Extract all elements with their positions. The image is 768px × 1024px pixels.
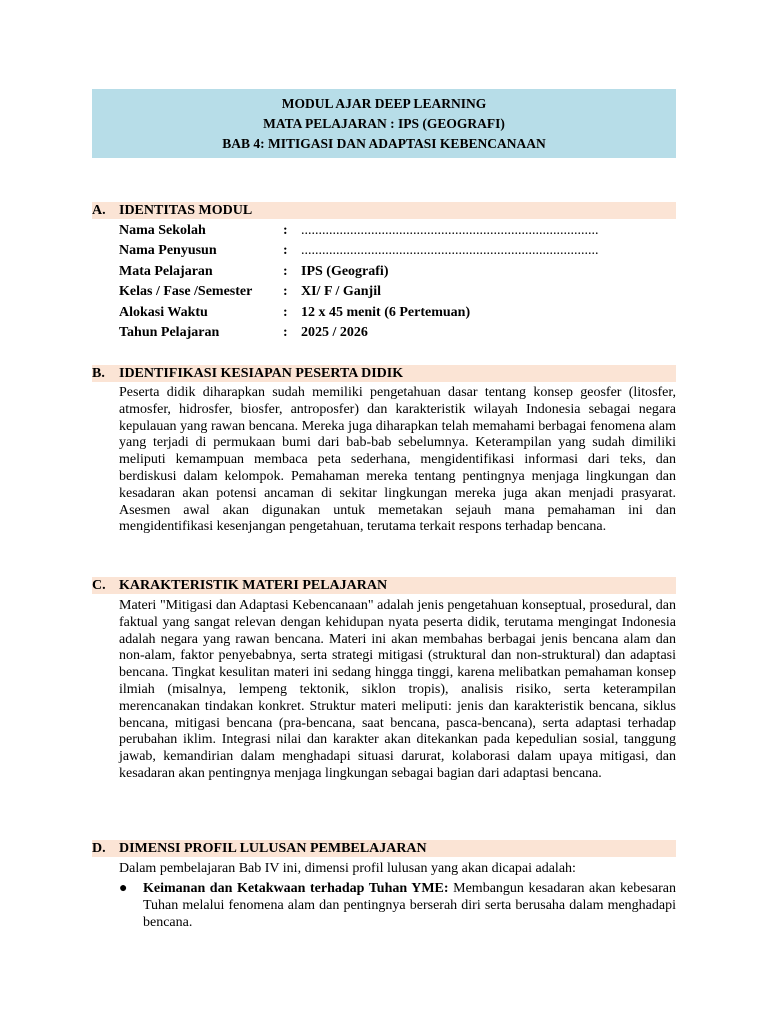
module-title-line1: MODUL AJAR DEEP LEARNING — [281, 96, 487, 111]
section-a-heading — [92, 202, 676, 219]
identity-colon: : — [283, 305, 288, 320]
section-d-title: DIMENSI PROFIL LULUSAN PEMBELAJARAN — [119, 841, 427, 856]
profile-bullet-text — [143, 881, 676, 931]
identity-label: Kelas / Fase /Semester — [119, 284, 253, 299]
identity-label: Nama Sekolah — [119, 223, 206, 238]
section-b-heading — [92, 365, 676, 382]
section-c-paragraph: Materi "Mitigasi dan Adaptasi Kebencanaan" adalah jenis pengetahuan konseptual, prosedural, dan faktual yang sangat relevan dengan kehidupan nyata peserta didik, terutama mengingat Indonesia adalah negara yang rawan bencana. Materi ini akan membahas berbagai jenis bencana alam dan non-alam, faktor penyebabnya, serta strategi mitigasi (struktural dan non-struktural) dan adaptasi bencana. Tingkat kesulitan materi ini sedang hingga tinggi, karena melibatkan pemahaman konsep ilmiah (misalnya, lempeng tektonik, siklon tropis), analisis risiko, serta keterampilan merencanakan tindakan konkret. Struktur materi meliputi: jenis dan karakteristik bencana, siklus bencana, mitigasi bencana (pra-bencana, saat bencana, pasca-bencana), serta adaptasi terhadap perubahan iklim. Integrasi nilai dan karakter akan ditekankan pada kepedulian sosial, tanggung jawab, kemandirian dalam menghadapi situasi darurat, kolaborasi dalam upaya mitigasi, dan kesadaran akan pentingnya menjaga lingkungan sebagai bagian dari adaptasi bencana. — [119, 598, 676, 781]
section-d-letter: D. — [92, 841, 106, 856]
identity-value: 2025 / 2026 — [301, 325, 368, 340]
identity-label: Nama Penyusun — [119, 243, 217, 258]
identity-label: Tahun Pelajaran — [119, 325, 220, 340]
identity-value: 12 x 45 menit (6 Pertemuan) — [301, 305, 471, 320]
identity-row-time — [119, 303, 676, 323]
identity-colon: : — [283, 243, 288, 258]
identity-value: IPS (Geografi) — [301, 264, 389, 279]
section-b-paragraph: Peserta didik diharapkan sudah memiliki pengetahuan dasar tentang konsep geosfer (litosfer, atmosfer, hidrosfer, biosfer, antroposfer) dan karakteristik wilayah Indonesia sebagai negara kepulauan yang rawan bencana. Mereka juga diharapkan telah memahami berbagai fenomena alam yang terjadi di permukaan bumi dari bab-bab sebelumnya. Keterampilan yang sudah dimiliki meliputi kemampuan membaca peta sederhana, mengidentifikasi informasi dari teks, dan berdiskusi dalam kelompok. Pemahaman mereka tentang pentingnya menjaga lingkungan dan kesadaran akan potensi ancaman di sekitar lingkungan mereka juga akan menjadi prasyarat. Asesmen awal akan digunakan untuk memetakan sejauh mana pemahaman ini dan mengidentifikasi kesenjangan pengetahuan, terutama terkait respons terhadap bencana. — [119, 385, 676, 535]
identity-row-author — [119, 241, 676, 261]
profile-bullet-title: Keimanan dan Ketakwaan terhadap Tuhan YME: — [143, 881, 449, 896]
section-c-title: KARAKTERISTIK MATERI PELAJARAN — [119, 578, 388, 593]
section-a-letter: A. — [92, 203, 106, 218]
identity-colon: : — [283, 325, 288, 340]
identity-value: XI/ F / Ganjil — [301, 284, 381, 299]
identity-label: Mata Pelajaran — [119, 264, 213, 279]
identity-row-school — [119, 221, 676, 241]
identity-colon: : — [283, 284, 288, 299]
section-b-letter: B. — [92, 366, 105, 381]
identity-row-subject — [119, 262, 676, 282]
module-title-line2: MATA PELAJARAN : IPS (GEOGRAFI) — [263, 116, 505, 131]
section-c-letter: C. — [92, 578, 106, 593]
identity-row-class — [119, 282, 676, 302]
identity-row-year — [119, 323, 676, 343]
module-title-line3: BAB 4: MITIGASI DAN ADAPTASI KEBENCANAAN — [222, 136, 546, 151]
identity-colon: : — [283, 264, 288, 279]
identity-label: Alokasi Waktu — [119, 305, 208, 320]
bullet-dot-icon: ● — [119, 881, 128, 896]
section-c-heading — [92, 577, 676, 594]
section-d-intro: Dalam pembelajaran Bab IV ini, dimensi profil lulusan yang akan dicapai adalah: — [119, 861, 576, 876]
section-d-heading — [92, 840, 676, 857]
identity-colon: : — [283, 223, 288, 238]
section-a-title: IDENTITAS MODUL — [119, 203, 253, 218]
identity-value: ..................................................................................... — [301, 223, 599, 238]
section-b-title: IDENTIFIKASI KESIAPAN PESERTA DIDIK — [119, 366, 404, 381]
identity-value: ..................................................................................... — [301, 243, 599, 258]
profile-bullet-description: Membangun kesadaran akan kebesaran Tuhan melalui fenomena alam dan pentingnya berserah diri serta berusaha dalam menghadapi bencana. — [143, 881, 676, 930]
module-title-box — [92, 89, 676, 158]
